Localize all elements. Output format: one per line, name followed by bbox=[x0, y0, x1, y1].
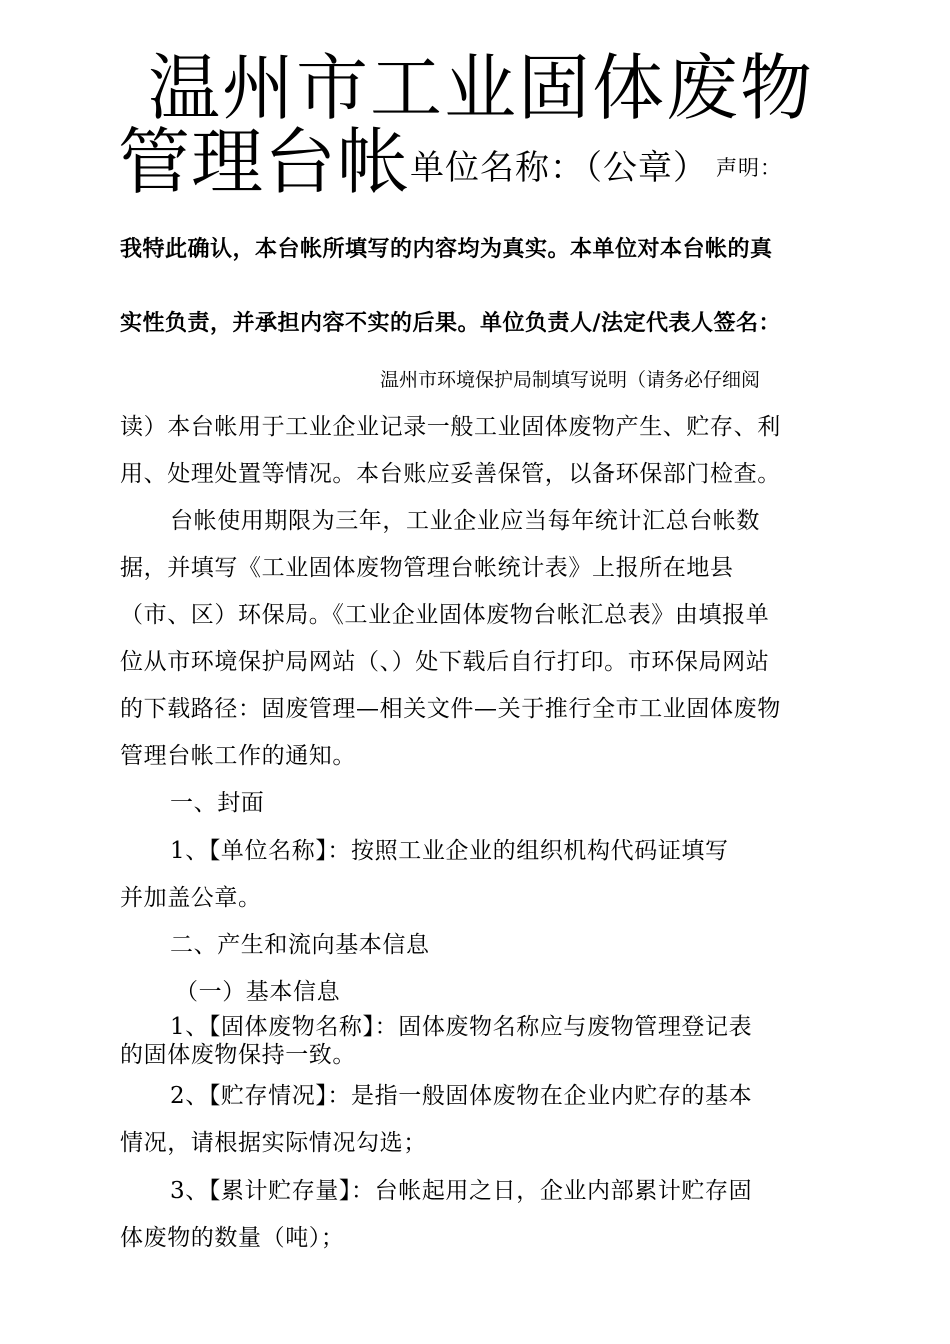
declaration-line-1: 我特此确认，本台帐所填写的内容均为真实。本单位对本台帐的真 bbox=[120, 237, 773, 262]
declaration-line-2: 实性负责，并承担内容不实的后果。单位负责人/法定代表人签名： bbox=[120, 311, 782, 336]
body-line: 管理台帐工作的通知。 bbox=[120, 743, 356, 769]
issuer-and-instructions-heading: 温州市环境保护局制填写说明（请务必仔细阅 bbox=[380, 369, 761, 391]
body-line: 体废物的数量（吨）； bbox=[120, 1225, 345, 1251]
body-line: 台帐使用期限为三年，工业企业应当每年统计汇总台帐数 bbox=[170, 508, 760, 534]
document-title-line-1: 温州市工业固体废物 bbox=[148, 46, 815, 130]
body-line: 读）本台帐用于工业企业记录一般工业固体废物产生、贮存、利 bbox=[120, 414, 781, 440]
subsection-heading-basic-info: （一）基本信息 bbox=[175, 979, 341, 1005]
body-line: （市、区）环保局。《工业企业固体废物台帐汇总表》由填报单 bbox=[120, 602, 770, 628]
seal-label: （公章） bbox=[585, 148, 709, 188]
body-line: 1、【固体废物名称】：固体废物名称应与废物管理登记表 bbox=[170, 1014, 753, 1040]
unit-name-label: 单位名称： bbox=[410, 148, 586, 188]
body-line: 3、【累计贮存量】：台帐起用之日，企业内部累计贮存固 bbox=[170, 1178, 753, 1204]
body-line: 的下载路径：固废管理—相关文件—关于推行全市工业固体废物 bbox=[120, 696, 781, 722]
body-line: 的固体废物保持一致。 bbox=[120, 1042, 356, 1068]
document-title-line-2 bbox=[118, 120, 783, 204]
body-line: 并加盖公章。 bbox=[120, 885, 262, 911]
body-line: 1、【单位名称】：按照工业企业的组织机构代码证填写 bbox=[170, 838, 729, 864]
section-heading-generation: 二、产生和流向基本信息 bbox=[170, 932, 430, 958]
body-line: 2、【贮存情况】：是指一般固体废物在企业内贮存的基本 bbox=[170, 1083, 753, 1109]
body-line: 位从市环境保护局网站（、）处下载后自行打印。市环保局网站 bbox=[120, 649, 770, 675]
document-title-tail: 管理台帐 bbox=[118, 120, 411, 204]
section-heading-cover: 一、封面 bbox=[170, 790, 265, 816]
body-line: 用、处理处置等情况。本台账应妥善保管，以备环保部门检查。 bbox=[120, 461, 781, 487]
declaration-label: 声明： bbox=[716, 156, 783, 180]
body-line: 据，并填写《工业固体废物管理台帐统计表》上报所在地县 bbox=[120, 555, 734, 581]
body-line: 情况，请根据实际情况勾选； bbox=[120, 1130, 427, 1156]
